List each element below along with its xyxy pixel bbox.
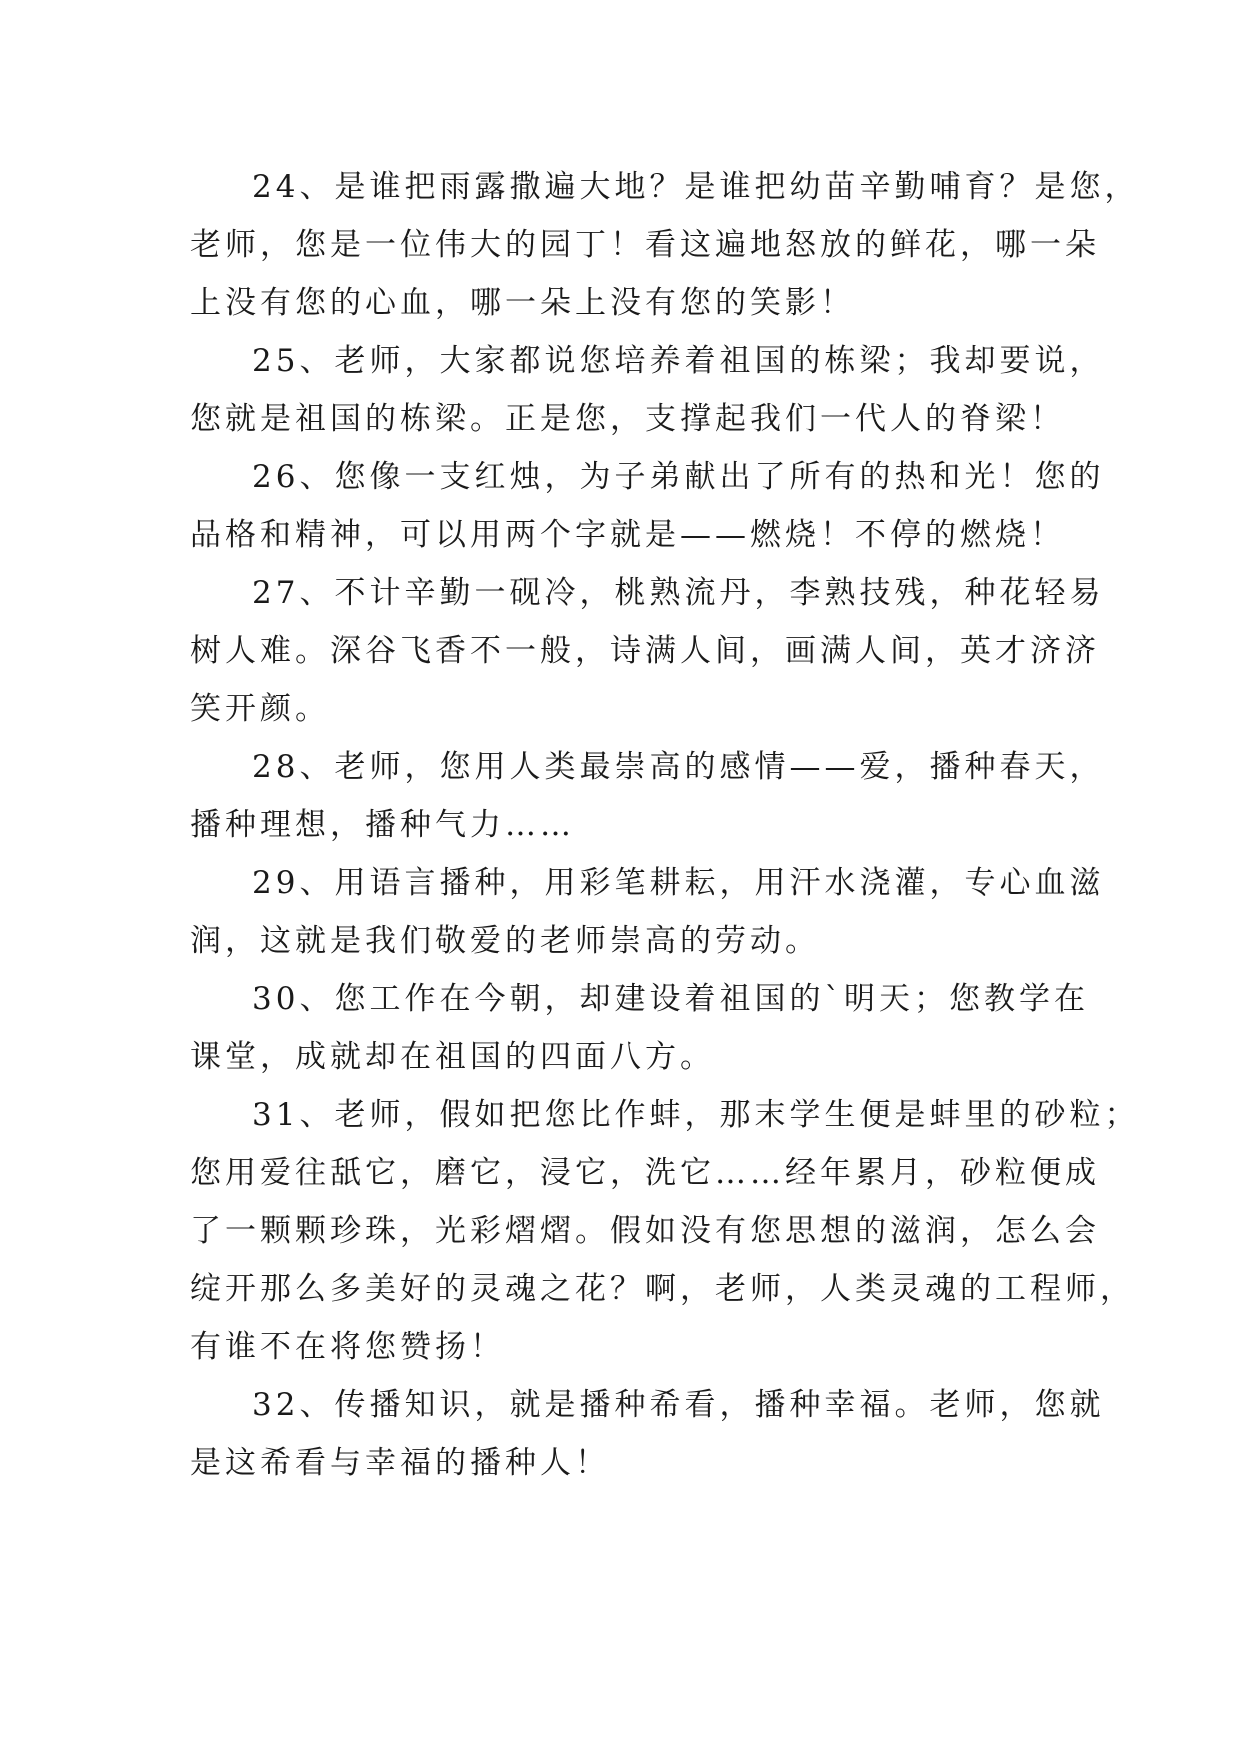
text-line: 30、您工作在今朝，却建设着祖国的`明天；您教学在	[252, 981, 1089, 1017]
paragraph-25	[190, 332, 1105, 448]
text-line: 上没有您的心血，哪一朵上没有您的笑影！	[190, 285, 855, 321]
text-line: 您用爱往舐它，磨它，浸它，洗它……经年累月，砂粒便成	[190, 1155, 1100, 1191]
paragraph-26	[190, 448, 1105, 564]
paragraph-28	[190, 738, 1105, 854]
text-line: 播种理想，播种气力……	[190, 807, 575, 843]
text-line: 树人难。深谷飞香不一般，诗满人间，画满人间，英才济济	[190, 633, 1100, 669]
text-line: 笑开颜。	[190, 691, 330, 727]
paragraph-24	[190, 158, 1140, 332]
text-line: 课堂，成就却在祖国的四面八方。	[190, 1039, 715, 1075]
text-line: 您就是祖国的栋梁。正是您，支撑起我们一代人的脊梁！	[190, 401, 1065, 437]
paragraph-31	[190, 1086, 1140, 1376]
text-line: 品格和精神，可以用两个字就是——燃烧！不停的燃烧！	[190, 517, 1065, 553]
paragraph-27	[190, 564, 1105, 738]
text-line: 有谁不在将您赞扬！	[190, 1329, 505, 1365]
text-line: 了一颗颗珍珠，光彩熠熠。假如没有您思想的滋润，怎么会	[190, 1213, 1100, 1249]
text-line: 31、老师，假如把您比作蚌，那末学生便是蚌里的砂粒；	[252, 1097, 1140, 1133]
text-line: 29、用语言播种，用彩笔耕耘，用汗水浇灌，专心血滋	[252, 865, 1105, 901]
text-line: 是这希看与幸福的播种人！	[190, 1445, 610, 1481]
paragraph-30	[190, 970, 1089, 1086]
text-line: 25、老师，大家都说您培养着祖国的栋梁；我却要说，	[252, 343, 1105, 379]
text-line: 润，这就是我们敬爱的老师崇高的劳动。	[190, 923, 820, 959]
text-line: 绽开那么多美好的灵魂之花？啊，老师，人类灵魂的工程师，	[190, 1271, 1135, 1307]
text-line: 老师，您是一位伟大的园丁！看这遍地怒放的鲜花，哪一朵	[190, 227, 1100, 263]
document-body	[190, 158, 1140, 1492]
text-line: 26、您像一支红烛，为子弟献出了所有的热和光！您的	[252, 459, 1105, 495]
text-line: 27、不计辛勤一砚冷，桃熟流丹，李熟技残，种花轻易	[252, 575, 1105, 611]
text-line: 24、是谁把雨露撒遍大地？是谁把幼苗辛勤哺育？是您，	[252, 169, 1140, 205]
text-line: 28、老师，您用人类最崇高的感情——爱，播种春天，	[252, 749, 1105, 785]
text-line: 32、传播知识，就是播种希看，播种幸福。老师，您就	[252, 1387, 1105, 1423]
paragraph-29	[190, 854, 1105, 970]
paragraph-32	[190, 1376, 1105, 1492]
